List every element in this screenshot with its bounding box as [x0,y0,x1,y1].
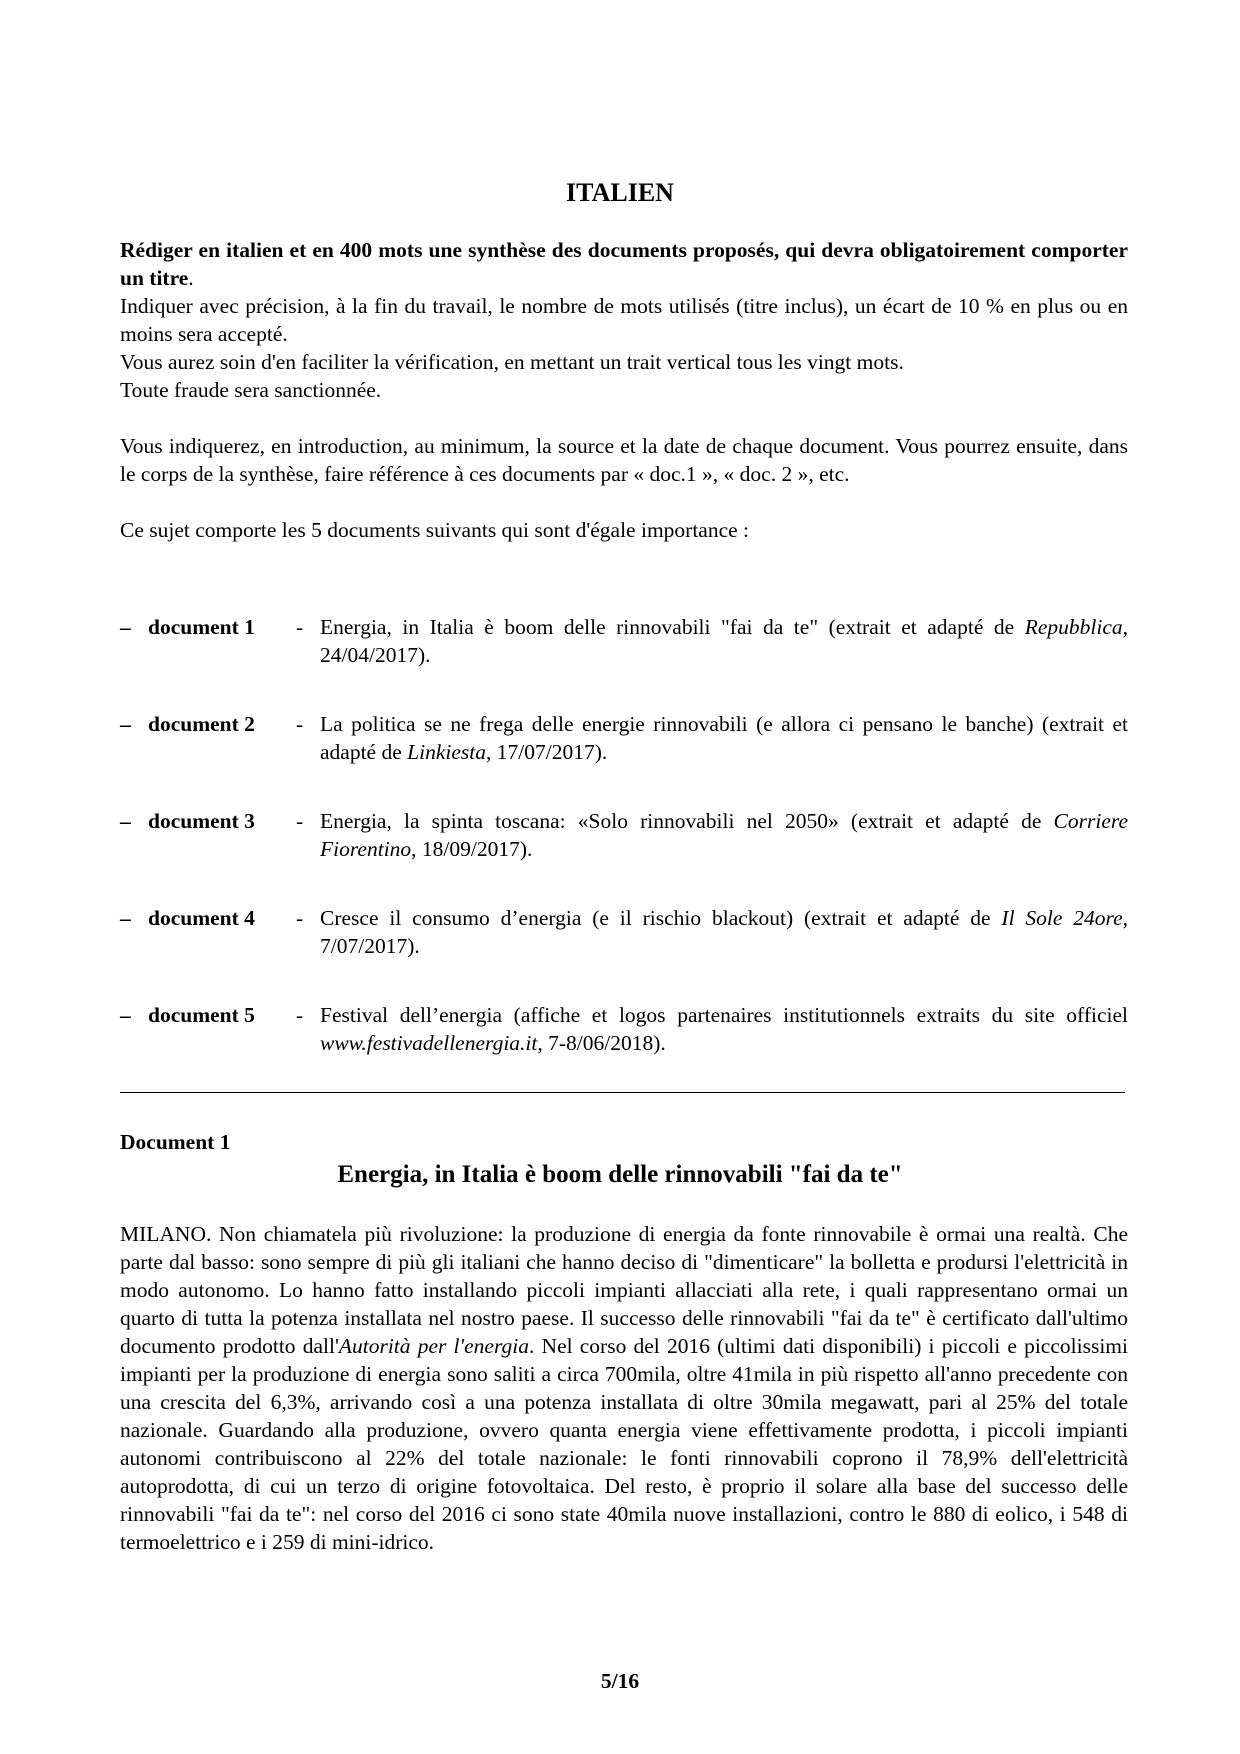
document-date: , 17/07/2017). [486,740,608,764]
page-title: ITALIEN [566,178,674,207]
instructions-fraud: Toute fraude sera sanctionnée. [120,378,382,402]
document-description [320,807,1128,863]
document-1-body-italic: Autorità per l'energia [338,1334,529,1358]
document-list [120,613,1128,1098]
document-1-title: Energia, in Italia è boom delle rinnovabili "fai da te" [337,1161,903,1188]
document-text: Festival dell’energia (affiche et logos partenaires institutionnels extraits du site officiel [320,1003,1128,1027]
list-dash: – [120,712,131,736]
document-date: 7/07/2017). [320,934,420,958]
document-text: Cresce il consumo d’energia (e il rischio blackout) (extrait et adapté de [320,906,1002,930]
document-text: Energia, in Italia è boom delle rinnovabili "fai da te" (extrait et adapté de [320,615,1025,639]
instructions-sources: Vous indiquerez, en introduction, au minimum, la source et la date de chaque document. Vous pourrez ensuite, dans le corps de la synthèse, faire référence à ces documents par « doc.1 », « doc. 2 », etc. [120,434,1128,486]
document-separator: - [296,712,304,736]
document-separator: - [296,906,304,930]
list-dash: – [120,615,131,639]
instructions-word-count: Indiquer avec précision, à la fin du travail, le nombre de mots utilisés (titre inclus), un écart de 10 % en plus ou en moins sera accepté. [120,294,1128,346]
instructions-bold-end: . [188,266,194,290]
document-date: , 7-8/06/2018). [537,1031,666,1055]
document-date: , 18/09/2017). [411,837,533,861]
page-number: 5/16 [600,1669,640,1693]
document-1-body-part1: MILANO. Non chiamatela più rivoluzione: la produzione di energia da fonte rinnovabile è ormai una realtà. Che parte dal basso: sono sempre di più gli italiani che hanno deciso di "dimenticare" la bolletta e prodursi l'elettricità in modo autonomo. Lo hanno fatto installando piccoli impianti allacciati alla rete, i quali rappresentano ormai un quarto di tutta la potenza installata nel nostro paese. Il successo delle rinnovabili "fai da te" è certificato dall'ultimo documento prodotto dall' [120,1222,1128,1358]
document-source: Repubblica [1024,615,1123,639]
document-label: document 2 [148,712,255,736]
instructions-bold: Rédiger en italien et en 400 mots une synthèse des documents proposés, qui devra obligatoirement comporter un titre [120,238,1128,290]
instructions [120,236,1128,544]
document-1-body [120,1220,1128,1556]
document-separator: - [296,1003,304,1027]
list-dash: – [120,906,131,930]
list-dash: – [120,1003,131,1027]
document-date: , 24/04/2017). [320,615,1128,667]
document-source: Linkiesta [407,740,486,764]
document-description [320,1001,1128,1057]
document-separator: - [296,809,304,833]
document-list-item [120,710,1128,766]
document-source: www.festivadellenergia.it [320,1031,538,1055]
document-text: Energia, la spinta toscana: «Solo rinnovabili nel 2050» (extrait et adapté de [320,809,1054,833]
document-source: Il Sole 24ore, [1001,906,1128,930]
document-list-item [120,613,1128,669]
document-text: La politica se ne frega delle energie rinnovabili (e allora ci pensano le banche) (extrait et adapté de [320,712,1128,764]
section-divider [120,1092,1125,1093]
document-1-body-part2: . Nel corso del 2016 (ultimi dati disponibili) i piccoli e piccolissimi impianti per la produzione di energia sono saliti a circa 700mila, oltre 41mila in più rispetto all'anno precedente con una crescita del 6,3%, arrivando così a una potenza installata di oltre 30mila megawatt, pari al 25% del totale nazionale. Guardando alla produzione, ovvero quanta energia viene effettivamente prodotta, i piccoli impianti autonomi contribuiscono al 22% del totale nazionale: le fonti rinnovabili coprono il 78,9% dell'elettricità autoprodotta, di cui un terzo di origine fotovoltaica. Del resto, è proprio il solare alla base del successo delle rinnovabili "fai da te": nel corso del 2016 ci sono state 40mila nuove installazioni, contro le 880 di eolico, i 548 di termoelettrico e i 259 di mini-idrico. [120,1334,1128,1554]
document-label: document 4 [148,906,255,930]
document-label: document 5 [148,1003,255,1027]
instructions-main [120,236,1128,292]
document-label: document 1 [148,615,255,639]
document-list-item [120,1001,1128,1057]
document-list-item [120,807,1128,863]
document-1-label: Document 1 [120,1130,231,1154]
document-description [320,904,1128,960]
document-list-item [120,904,1128,960]
list-dash: – [120,809,131,833]
document-source: Corriere Fiorentino [320,809,1128,861]
document-description [320,613,1128,669]
instructions-verification: Vous aurez soin d'en faciliter la vérification, en mettant un trait vertical tous les vingt mots. [120,350,904,374]
document-description [320,710,1128,766]
document-separator: - [296,615,304,639]
instructions-document-count: Ce sujet comporte les 5 documents suivants qui sont d'égale importance : [120,518,750,542]
document-label: document 3 [148,809,255,833]
